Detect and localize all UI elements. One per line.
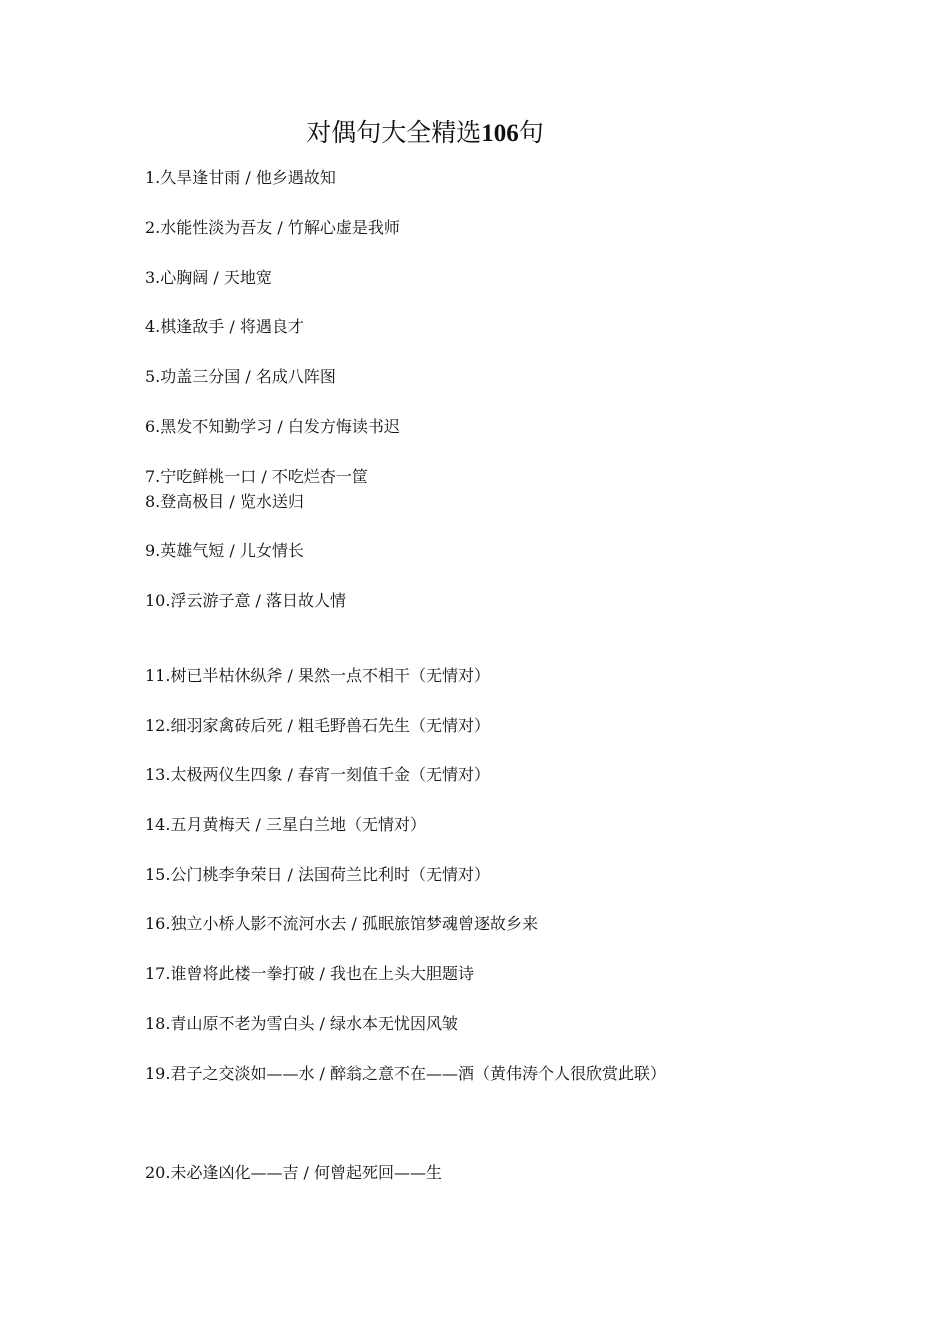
couplet-line-15: 15.公门桃李争荣日 / 法国荷兰比利时（无情对） (145, 865, 491, 884)
title-number: 106 (481, 120, 519, 147)
couplet-line-18: 18.青山原不老为雪白头 / 绿水本无忧因风皱 (145, 1014, 459, 1033)
couplet-line-1: 1.久旱逢甘雨 / 他乡遇故知 (145, 168, 336, 187)
couplet-line-4: 4.棋逢敌手 / 将遇良才 (145, 317, 304, 336)
couplet-line-3: 3.心胸阔 / 天地宽 (145, 268, 272, 287)
couplet-line-20: 20.未必逢凶化——吉 / 何曾起死回——生 (145, 1163, 443, 1182)
couplet-line-19: 19.君子之交淡如——水 / 醉翁之意不在——酒（黄伟涛个人很欣赏此联） (145, 1064, 667, 1083)
title-prefix: 对偶句大全精选 (306, 118, 482, 147)
couplet-line-17: 17.谁曾将此楼一拳打破 / 我也在上头大胆题诗 (145, 964, 475, 983)
couplet-line-7: 7.宁吃鲜桃一口 / 不吃烂杏一筐 (145, 467, 368, 486)
couplet-line-8: 8.登高极目 / 览水送归 (145, 492, 304, 511)
couplet-line-2: 2.水能性淡为吾友 / 竹解心虚是我师 (145, 218, 400, 237)
couplet-line-12: 12.细羽家禽砖后死 / 粗毛野兽石先生（无情对） (145, 716, 491, 735)
page-title (0, 116, 850, 151)
couplet-line-13: 13.太极两仪生四象 / 春宵一刻值千金（无情对） (145, 765, 491, 784)
couplet-line-10: 10.浮云游子意 / 落日故人情 (145, 591, 347, 610)
couplet-line-9: 9.英雄气短 / 儿女情长 (145, 541, 304, 560)
couplet-line-14: 14.五月黄梅天 / 三星白兰地（无情对） (145, 815, 427, 834)
couplet-line-16: 16.独立小桥人影不流河水去 / 孤眠旅馆梦魂曾逐故乡来 (145, 914, 539, 933)
couplet-line-6: 6.黑发不知勤学习 / 白发方悔读书迟 (145, 417, 400, 436)
title-suffix: 句 (518, 118, 544, 147)
couplet-line-11: 11.树已半枯休纵斧 / 果然一点不相干（无情对） (145, 666, 491, 685)
couplet-line-5: 5.功盖三分国 / 名成八阵图 (145, 367, 336, 386)
